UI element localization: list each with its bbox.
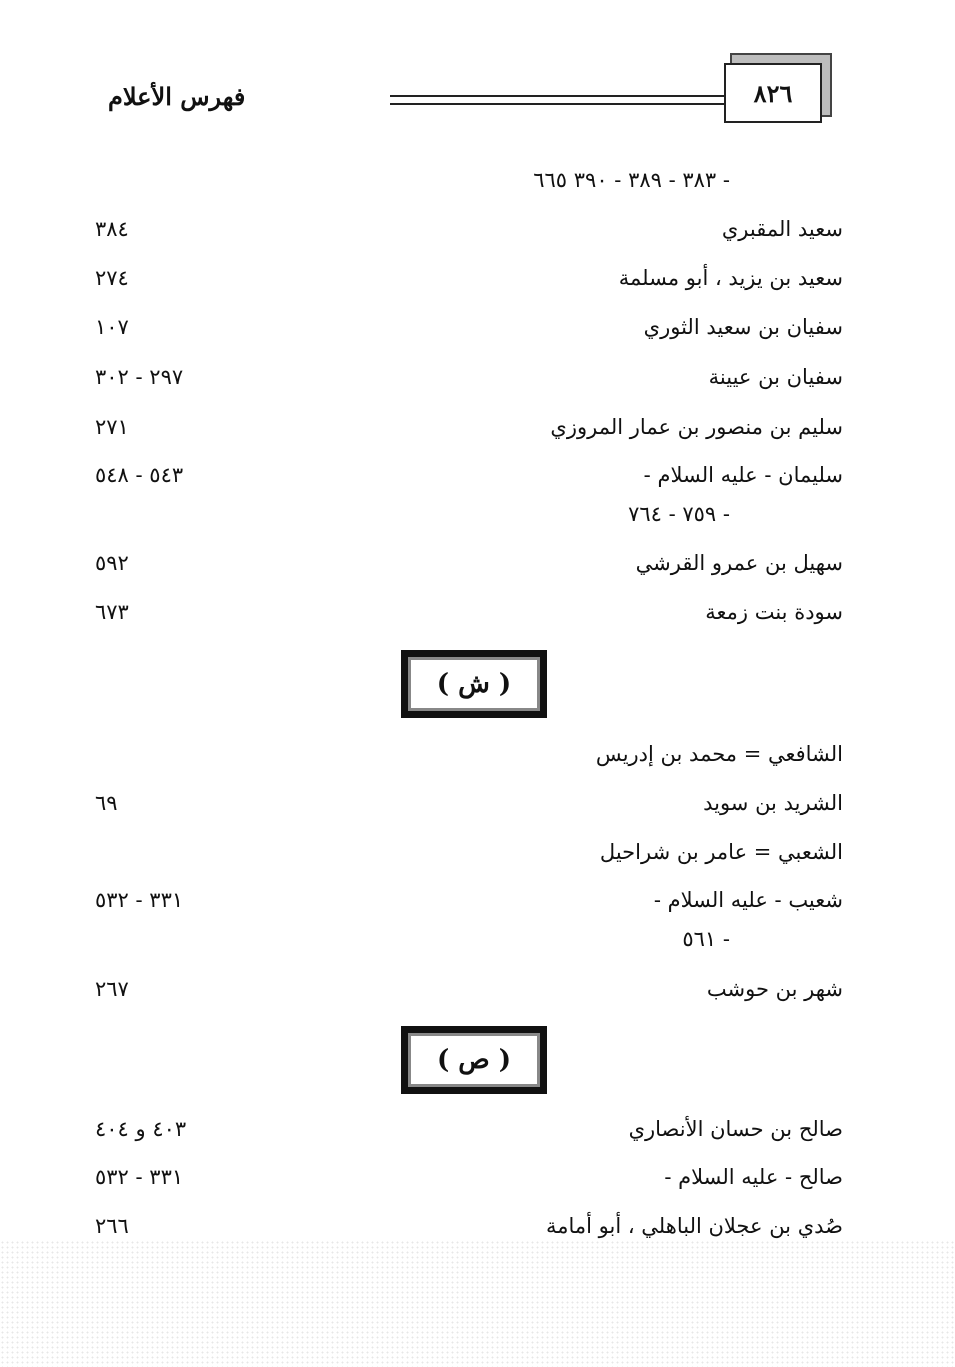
entry-name: الشعبي = عامر بن شراحيل (599, 840, 843, 864)
entry-pages: ٣٣١ - ٥٣٢ (95, 1165, 184, 1189)
entry-name: سودة بنت زمعة (705, 600, 843, 624)
entry-pages: ٣٨٤ (95, 217, 129, 241)
entry-pages: ٥٤٣ - ٥٤٨ (95, 463, 184, 487)
section-label: ( ص ) (408, 1033, 540, 1087)
entry-pages: ٢٦٧ (95, 977, 129, 1001)
section-label: ( ش ) (408, 657, 540, 711)
entry-name: سفيان بن عيينة (708, 365, 843, 389)
entry-pages: ٥٩٢ (95, 551, 129, 575)
page-title: فهرس الأعلام (108, 82, 246, 111)
entry-pages: ٦٧٣ (95, 600, 129, 624)
entry-continuation: - ٧٥٩ - ٧٦٤ (628, 502, 730, 526)
entry-pages: ٤٠٣ و ٤٠٤ (95, 1117, 187, 1141)
entry-name: صالح بن حسان الأنصاري (628, 1117, 843, 1141)
entry-pages: ٢٧٤ (95, 266, 129, 290)
entry-name: سفيان بن سعيد الثوري (643, 315, 843, 339)
entry-name: سعيد المقبري (721, 217, 843, 241)
entry-name: الشافعي = محمد بن إدريس (595, 742, 843, 766)
entry-pages: ٢٧١ (95, 415, 129, 439)
page-number: ٨٢٦ (724, 63, 822, 123)
entry-name: صُدي بن عجلان الباهلي ، أبو أمامة (545, 1214, 843, 1238)
entry-pages: ٢٩٧ - ٣٠٢ (95, 365, 184, 389)
section-header-shin (401, 650, 547, 718)
entry-name: سليم بن منصور بن عمار المروزي (550, 415, 843, 439)
entry-pages: ٣٣١ - ٥٣٢ (95, 888, 184, 912)
entry-pages: ٦٩ (95, 791, 118, 815)
entry-name: سليمان - عليه السلام - (643, 463, 843, 487)
entry-name: الشريد بن سويد (703, 791, 843, 815)
entry-name: صالح - عليه السلام - (664, 1165, 843, 1189)
entry-name: شهر بن حوشب (706, 977, 843, 1001)
scan-noise (0, 1240, 955, 1367)
section-header-sad (401, 1026, 547, 1094)
header-rule (390, 95, 724, 105)
entry-pages: ٢٦٦ (95, 1214, 129, 1238)
entry-pages: ١٠٧ (95, 315, 129, 339)
entry-name: سهيل بن عمرو القرشي (635, 551, 843, 575)
continuation-line: - ٣٨٣ - ٣٨٩ - ٣٩٠ ٦٦٥ (533, 168, 730, 192)
entry-name: سعيد بن يزيد ، أبو مسلمة (618, 266, 843, 290)
entry-continuation: - ٥٦١ (682, 927, 730, 951)
entry-name: شعيب - عليه السلام - (653, 888, 843, 912)
